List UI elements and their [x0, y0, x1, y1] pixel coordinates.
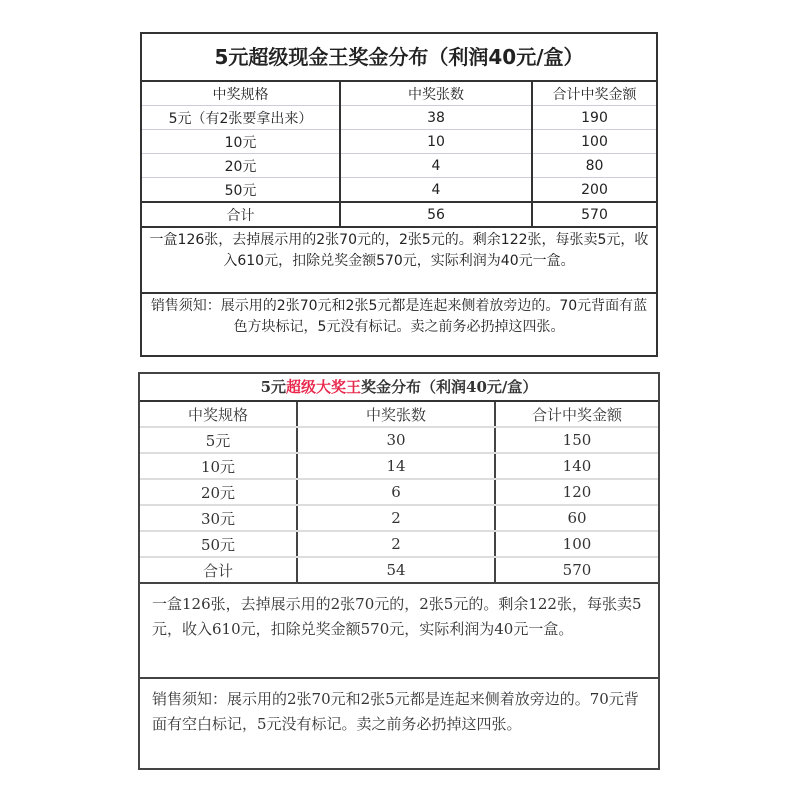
- table-header-row: [142, 82, 656, 106]
- table-row: [142, 154, 656, 178]
- cell: 4: [340, 178, 532, 203]
- title-highlight: 超级大奖王: [286, 378, 362, 396]
- cell: 30元: [140, 505, 297, 531]
- header-cell: 中奖张数: [340, 82, 532, 106]
- profit-note: 一盒126张，去掉展示用的2张70元的，2张5元的。剩余122张，每张卖5元，收入610元，扣除兑奖金额570元，实际利润为40元一盒。: [142, 228, 656, 294]
- header-cell: 中奖规格: [140, 402, 297, 427]
- cell: 100: [495, 531, 658, 557]
- cell: 50元: [140, 531, 297, 557]
- cell: 5元（有2张要拿出来）: [142, 106, 340, 130]
- cell: 150: [495, 427, 658, 453]
- table-row: [140, 479, 658, 505]
- cell: 20元: [140, 479, 297, 505]
- cell: 570: [532, 202, 656, 227]
- cell: 56: [340, 202, 532, 227]
- prize-table-grand-prize-king: [138, 372, 660, 770]
- profit-note: 一盒126张，去掉展示用的2张70元的，2张5元的。剩余122张，每张卖5元，收入610元，扣除兑奖金额570元，实际利润为40元一盒。: [140, 584, 658, 679]
- cell: 50元: [142, 178, 340, 203]
- header-cell: 中奖张数: [297, 402, 495, 427]
- cell: 10元: [140, 453, 297, 479]
- cell: 10: [340, 130, 532, 154]
- table-row: [140, 505, 658, 531]
- sales-notice: 销售须知：展示用的2张70元和2张5元都是连起来侧着放旁边的。70元背面有蓝色方块标记，5元没有标记。卖之前务必扔掉这四张。: [150, 298, 648, 335]
- cell: 2: [297, 531, 495, 557]
- cell: 570: [495, 557, 658, 583]
- total-row: [140, 557, 658, 583]
- cell: 4: [340, 154, 532, 178]
- cell: 80: [532, 154, 656, 178]
- title-suffix: 奖金分布（利润40元/盒）: [361, 378, 538, 396]
- header-cell: 中奖规格: [142, 82, 340, 106]
- prize-distribution-table: [140, 402, 658, 584]
- table-row: [140, 453, 658, 479]
- cell: 54: [297, 557, 495, 583]
- cell: 60: [495, 505, 658, 531]
- table-row: [142, 178, 656, 203]
- prize-distribution-table: [142, 82, 656, 228]
- cell: 38: [340, 106, 532, 130]
- header-cell: 合计中奖金额: [532, 82, 656, 106]
- prize-table-cash-king: [140, 32, 658, 357]
- table-title: [140, 374, 658, 402]
- table-row: [142, 130, 656, 154]
- title-prefix: 5元: [260, 378, 287, 396]
- header-cell: 合计中奖金额: [495, 402, 658, 427]
- cell: 合计: [140, 557, 297, 583]
- total-row: [142, 202, 656, 227]
- cell: 200: [532, 178, 656, 203]
- cell: 5元: [140, 427, 297, 453]
- cell: 合计: [142, 202, 340, 227]
- cell: 20元: [142, 154, 340, 178]
- cell: 140: [495, 453, 658, 479]
- cell: 120: [495, 479, 658, 505]
- table-row: [142, 106, 656, 130]
- cell: 190: [532, 106, 656, 130]
- table-title: 5元超级现金王奖金分布（利润40元/盒）: [142, 34, 656, 82]
- table-row: [140, 531, 658, 557]
- cell: 30: [297, 427, 495, 453]
- cell: 100: [532, 130, 656, 154]
- cell: 6: [297, 479, 495, 505]
- cell: 10元: [142, 130, 340, 154]
- cell: 14: [297, 453, 495, 479]
- sales-notice: 销售须知：展示用的2张70元和2张5元都是连起来侧着放旁边的。70元背面有空白标记，5元没有标记。卖之前务必扔掉这四张。: [152, 690, 639, 733]
- cell: 2: [297, 505, 495, 531]
- table-header-row: [140, 402, 658, 427]
- table-row: [140, 427, 658, 453]
